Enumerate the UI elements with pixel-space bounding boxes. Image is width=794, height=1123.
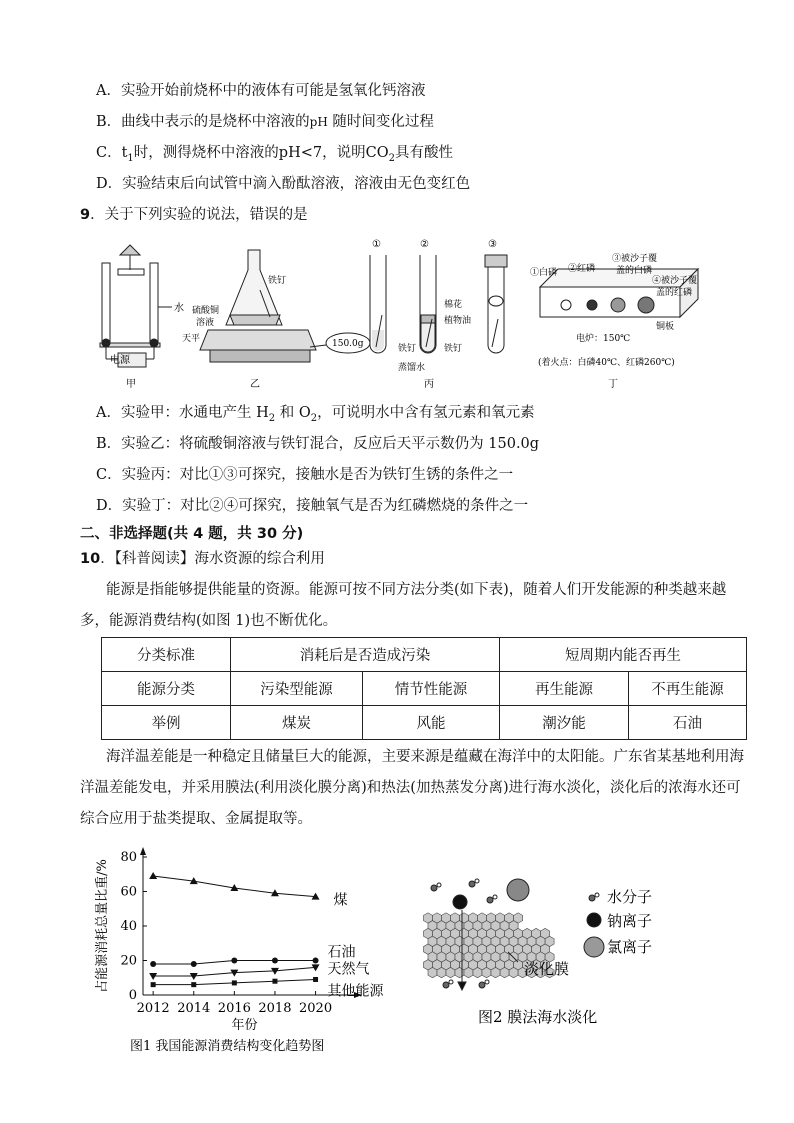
oil-label: 植物油: [444, 316, 472, 326]
x-tick-label: 2016: [217, 1001, 251, 1016]
q10-para1-line1: 能源是指能够提供能量的资源。能源可按不同方法分类(如下表)，随着人们开发能源的种类越来越: [106, 582, 727, 598]
balance-reading: 150.0g: [332, 339, 364, 349]
table-cell: 污染型能源: [231, 672, 363, 706]
legend-water: 水分子: [607, 888, 653, 906]
x-tick-label: 2018: [258, 1001, 292, 1016]
fig-ding: 丁: [608, 379, 618, 390]
q10-para1-line2: 多，能源消费结构(如图 1)也不断优化。: [80, 613, 338, 629]
fig-yi: 乙: [250, 379, 260, 390]
data-point: [232, 980, 237, 985]
membrane-cell: [464, 967, 473, 977]
membrane-desalination-figure: [412, 870, 672, 1030]
q9-option-b: B．实验乙：将硫酸铜溶液与铁钉混合，反应后天平示数仍为 150.0g: [96, 436, 540, 452]
data-point: [149, 973, 157, 980]
table-cell: 情节性能源: [363, 672, 500, 706]
membrane-cell: [428, 967, 437, 977]
data-point: [231, 958, 237, 964]
series-label-1: 石油: [327, 944, 356, 961]
q8-option-d: D．实验结束后向试管中滴入酚酞溶液，溶液由无色变红色: [96, 176, 471, 192]
membrane-cell: [509, 967, 518, 977]
q10-para2-line1: 海洋温差能是一种稳定且储量巨大的能源，主要来源是蕴藏在海洋中的太阳能。广东省某基地利用海: [106, 749, 744, 765]
tube-2-label: ②: [420, 239, 429, 250]
nail-label-yi: 铁钉: [268, 276, 287, 286]
series-label-0: 煤: [333, 892, 348, 909]
balance-label: 天平: [182, 334, 201, 344]
legend-chloride: 氯离子: [607, 938, 653, 956]
y-axis-label: 占能源消耗总量比重/%: [95, 859, 110, 993]
q9-option-c: C．实验丙：对比①③可探究，接触水是否为铁钉生锈的条件之一: [96, 467, 514, 483]
table-cell: 风能: [363, 706, 500, 740]
table-cell: 分类标准: [102, 638, 231, 672]
table-cell: 能源分类: [102, 672, 231, 706]
membrane-label: 淡化膜: [524, 960, 570, 978]
nail-label-1: 铁钉: [398, 344, 417, 354]
y-tick-label: 0: [128, 988, 137, 1003]
power-label: 电源: [110, 355, 130, 366]
membrane-cell: [473, 967, 482, 977]
x-tick-label: 2014: [177, 1001, 211, 1016]
data-point: [191, 982, 196, 987]
table-row: [102, 706, 747, 740]
y-tick-label: 60: [120, 884, 137, 900]
table-cell: 煤炭: [231, 706, 363, 740]
chloride-ion-icon: [507, 879, 529, 901]
q8-option-c: C．$t_1$时，测得烧杯中溶液的pH<7，说明$CO_2$具有酸性: [96, 145, 453, 164]
p4-label-2: 盖的红磷: [656, 288, 693, 298]
data-point: [190, 973, 198, 980]
y-tick-label: 40: [120, 919, 137, 934]
q9-option-a: A．实验甲：水通电产生 $H_2$ 和 $O_2$，可说明水中含有氢元素和氧元素: [96, 405, 535, 424]
energy-consumption-chart: [88, 845, 428, 1060]
cotton-label: 棉花: [444, 300, 463, 310]
table-cell: 潮汐能: [500, 706, 629, 740]
y-tick-label: 80: [120, 850, 137, 865]
q9-stem: 9．关于下列实验的说法，错误的是: [80, 207, 308, 223]
data-point: [313, 977, 318, 982]
furnace-label: 电炉：150℃: [576, 334, 631, 344]
water-molecule-icon: [589, 895, 595, 901]
membrane-cell: [437, 967, 446, 977]
cuso4-label-1: 硫酸铜: [192, 306, 220, 316]
p2-label: ②红磷: [568, 264, 596, 274]
data-point: [272, 979, 277, 984]
data-point: [149, 872, 157, 879]
y-axis-arrow: [140, 847, 146, 855]
y-tick-label: 20: [120, 953, 137, 969]
series-label-3: 其他能源: [327, 983, 384, 1000]
tube-1-label: ①: [372, 239, 381, 250]
q8-option-b: B．曲线中表示的是烧杯中溶液的pH 随时间变化过程: [96, 114, 434, 130]
q10-para2-line2: 洋温差能发电，并采用膜法(利用淡化膜分离)和热法(加热蒸发分离)进行海水淡化，淡化后的浓海水还可: [80, 780, 741, 796]
membrane-cell: [446, 967, 455, 977]
membrane-cell: [500, 967, 509, 977]
tube-3-label: ③: [488, 239, 497, 250]
distilled-water-label: 蒸馏水: [398, 363, 426, 373]
legend-sodium: 钠离子: [607, 912, 653, 930]
table-cell: 短周期内能否再生: [500, 638, 747, 672]
sodium-ion-icon: [453, 895, 467, 909]
table-cell: 再生能源: [500, 672, 629, 706]
nail-label-2: 铁钉: [444, 344, 463, 354]
membrane-cell: [482, 967, 491, 977]
table-row: [102, 638, 747, 672]
energy-classification-table: [101, 637, 747, 740]
x-tick-label: 2012: [136, 1001, 170, 1016]
table-cell: 不再生能源: [629, 672, 747, 706]
plate-label: 铜板: [656, 322, 675, 332]
cuso4-label-2: 溶液: [196, 318, 215, 328]
section-title: 二、非选择题(共 4 题，共 30 分): [80, 526, 304, 542]
x-tick-label: 2020: [299, 1001, 333, 1016]
series-label-2: 天然气: [327, 961, 370, 978]
membrane-cell: [491, 967, 500, 977]
data-point: [151, 982, 156, 987]
table-row: [102, 672, 747, 706]
p3-label-1: ③被沙子覆: [612, 254, 658, 264]
q8-option-a: A．实验开始前烧杯中的液体有可能是氢氧化钙溶液: [96, 83, 426, 99]
q9-figure: [90, 235, 710, 395]
fig-jia: 甲: [126, 379, 136, 390]
table-cell: 举例: [102, 706, 231, 740]
fig-bing: 丙: [424, 379, 434, 390]
water-label: 水: [174, 303, 184, 314]
p1-label: ①白磷: [530, 268, 558, 278]
data-point: [191, 961, 197, 967]
p4-label-1: ④被沙子覆: [652, 276, 698, 286]
table-cell: 消耗后是否造成污染: [231, 638, 500, 672]
data-point: [150, 961, 156, 967]
q10-title: 10．【科普阅读】海水资源的综合利用: [80, 551, 325, 567]
table-cell: 石油: [629, 706, 747, 740]
q10-para2-line3: 综合应用于盐类提取、金属提取等。: [80, 811, 312, 827]
p3-label-2: 盖的白磷: [616, 266, 653, 276]
data-point: [313, 958, 319, 964]
q9-option-d: D．实验丁：对比②④可探究，接触氧气是否为红磷燃烧的条件之一: [96, 498, 529, 514]
data-point: [272, 958, 278, 964]
ignition-label: (着火点：白磷40℃、红磷260℃): [538, 358, 675, 368]
x-axis-label: 年份: [231, 1018, 258, 1033]
chart-title: 图1 我国能源消费结构变化趋势图: [130, 1039, 325, 1054]
fig2-caption: 图2 膜法海水淡化: [478, 1008, 598, 1026]
membrane-cell: [455, 967, 464, 977]
